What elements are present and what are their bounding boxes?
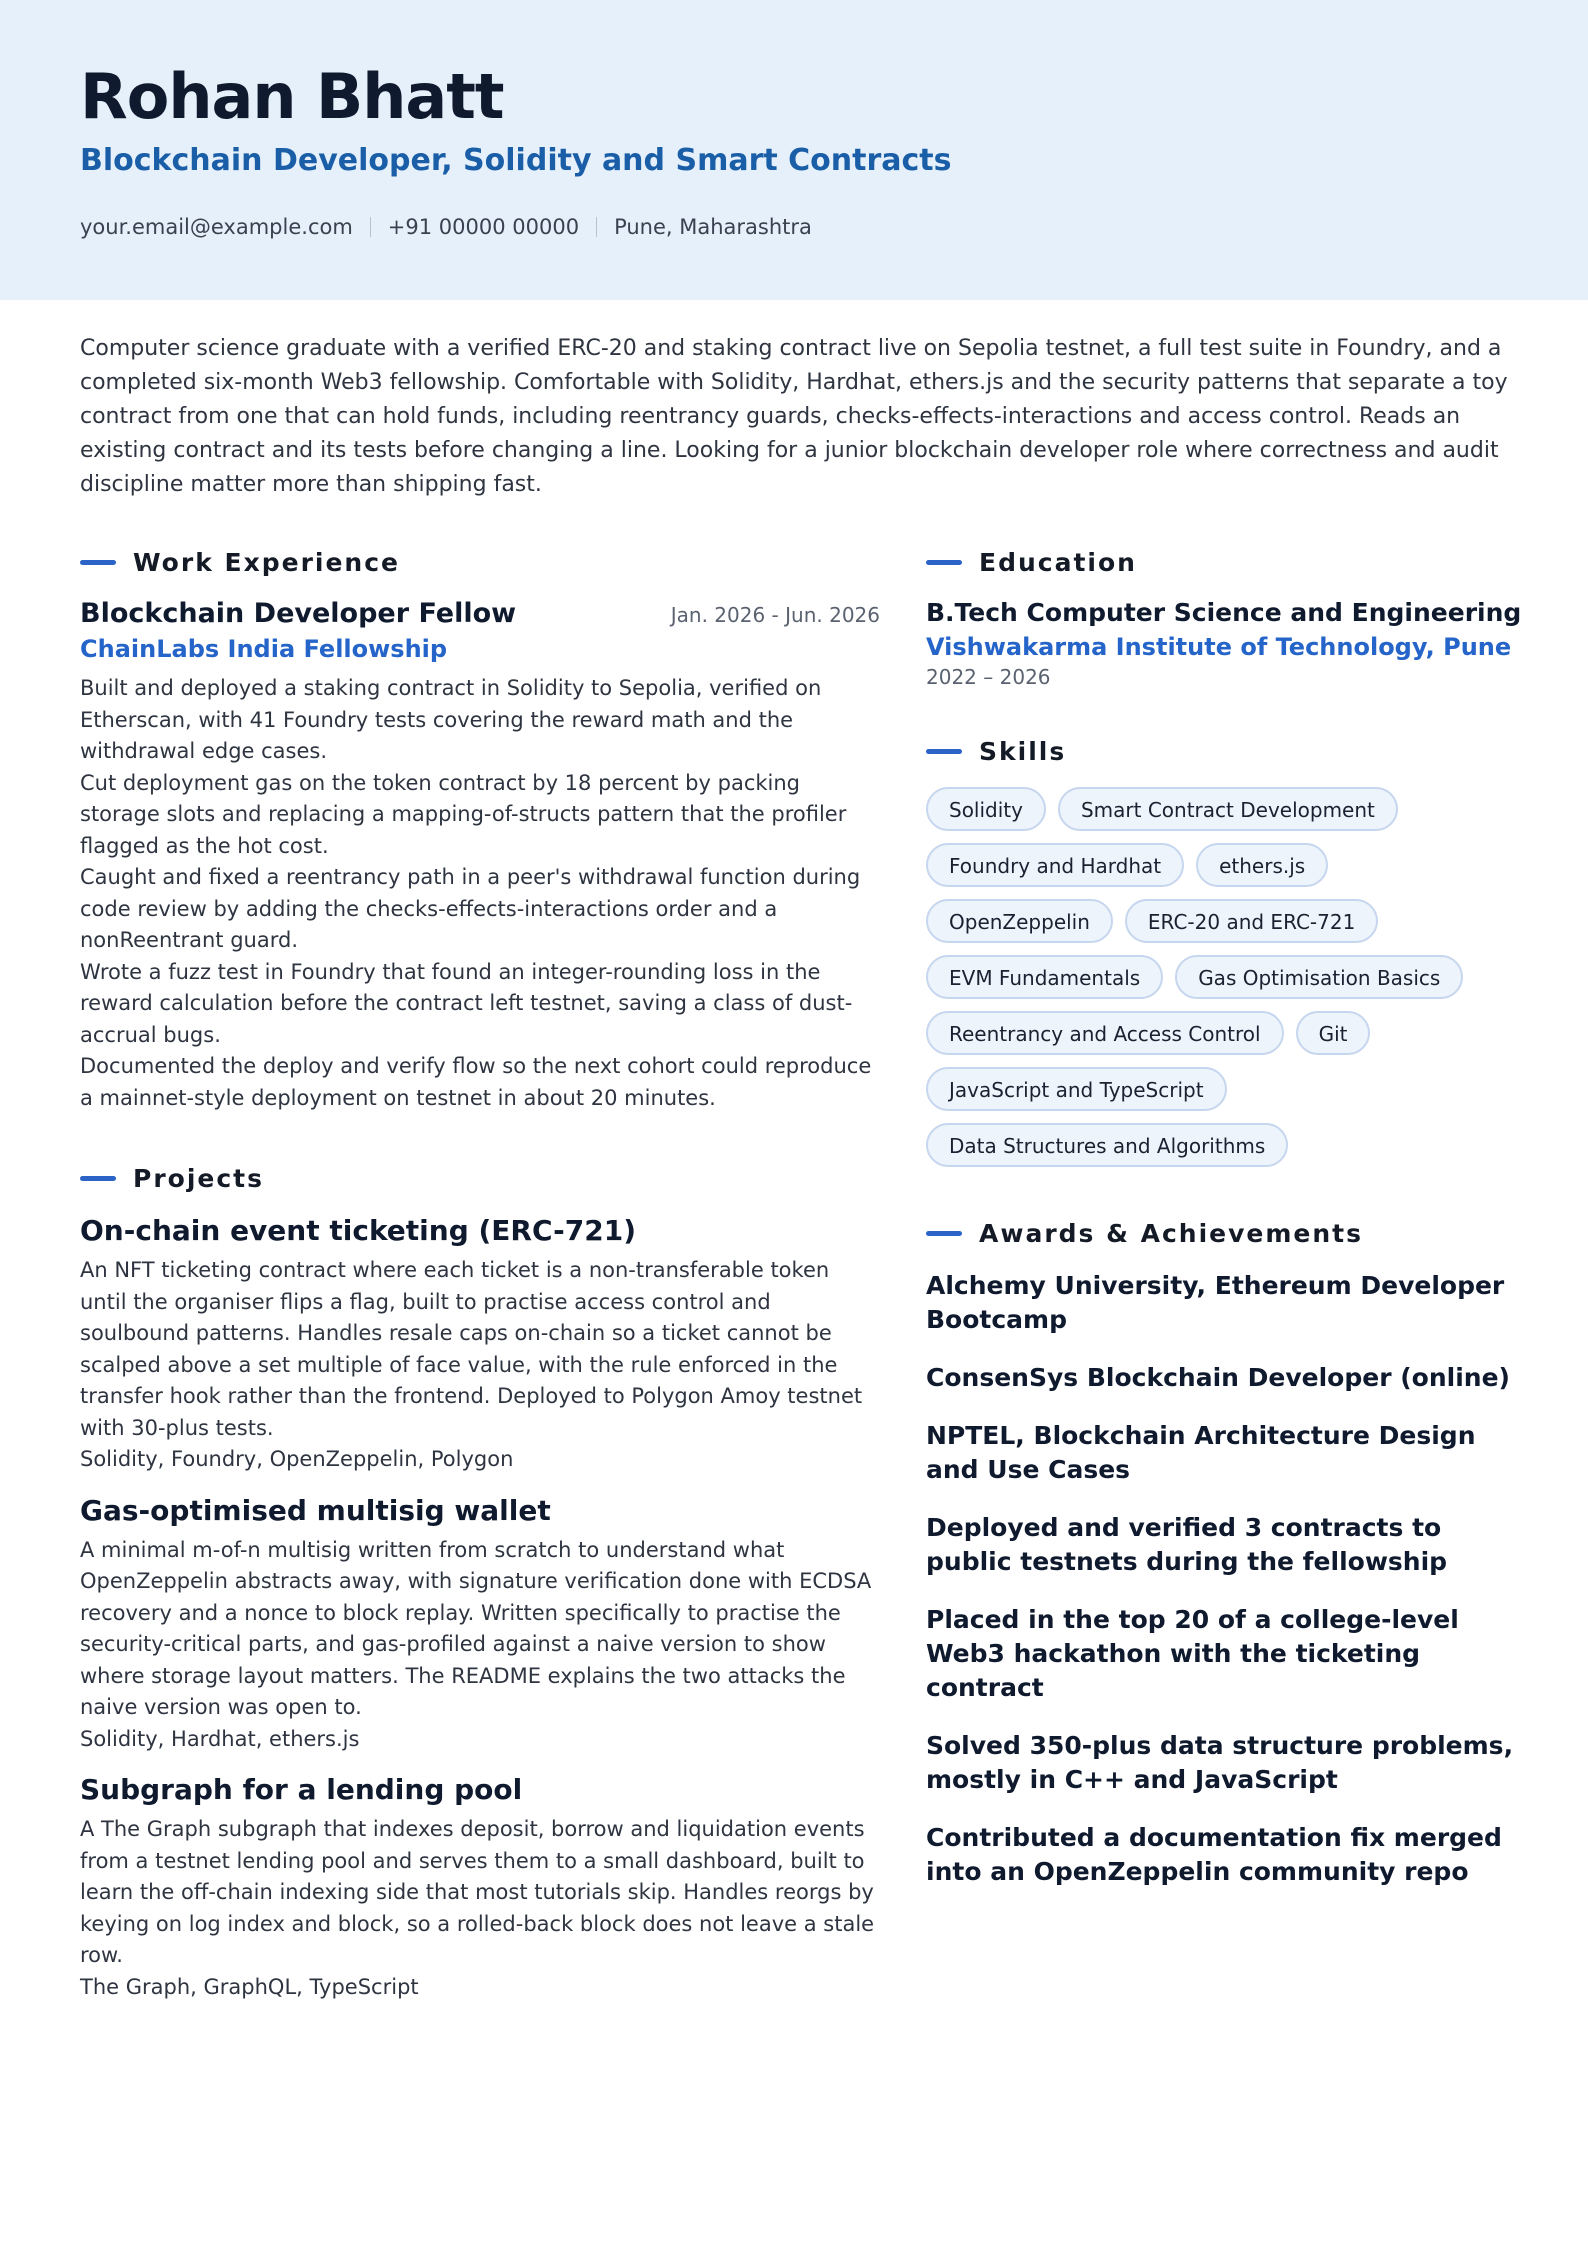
header-band	[0, 0, 1588, 300]
section-heading-label: Awards & Achievements	[979, 1218, 1364, 1248]
award-item: Placed in the top 20 of a college-level Web3 hackathon with the ticketing contract	[926, 1605, 1459, 1702]
contact-divider	[370, 217, 371, 237]
project-description: A The Graph subgraph that indexes deposit, borrow and liquidation events from a testnet lending pool and serves them to a small dashboard, built to learn the off-chain indexing side that most tutorials skip. Handles reorgs by keying on log index and block, so a rolled-back block does not leave a stale row.	[80, 1817, 875, 1967]
project-title: Subgraph for a lending pool	[80, 1773, 523, 1806]
job-bullet: Wrote a fuzz test in Foundry that found an integer-rounding loss in the reward calculation before the contract left testnet, saving a class of dust-accrual bugs.	[80, 959, 853, 1047]
project-tech: Solidity, Hardhat, ethers.js	[80, 1726, 360, 1751]
skill-chip: OpenZeppelin	[926, 899, 1113, 943]
project-title: On-chain event ticketing (ERC-721)	[80, 1214, 637, 1247]
project-description: An NFT ticketing contract where each ticket is a non-transferable token until the organiser flips a flag, built to practise access control and soulbound patterns. Handles resale caps on-chain so a ticket cannot be scalped above a set multiple of face value, with the rule enforced in the transfer hook rather than the frontend. Deployed to Polygon Amoy testnet with 30-plus tests.	[80, 1258, 863, 1440]
project-entry	[80, 1214, 880, 1476]
job-bullet: Cut deployment gas on the token contract by 18 percent by packing storage slots and replacing a mapping-of-structs pattern that the profiler flagged as the hot cost.	[80, 770, 847, 858]
heading-accent-bar	[926, 1231, 962, 1236]
skill-chip: Gas Optimisation Basics	[1175, 955, 1463, 999]
job-header	[80, 598, 880, 629]
education-years: 2022 – 2026	[926, 665, 1051, 689]
education-degree: B.Tech Computer Science and Engineering	[926, 598, 1522, 627]
skill-chip: ERC-20 and ERC-721	[1125, 899, 1378, 943]
project-title: Gas-optimised multisig wallet	[80, 1493, 551, 1527]
project-tech: The Graph, GraphQL, TypeScript	[80, 1974, 419, 1999]
section-heading-label: Projects	[133, 1163, 265, 1193]
section-heading-label: Skills	[979, 736, 1067, 766]
award-item: Solved 350-plus data structure problems, mostly in C++ and JavaScript	[926, 1731, 1514, 1794]
skill-chip: JavaScript and TypeScript	[926, 1067, 1227, 1111]
job-title: Blockchain Developer Fellow	[80, 598, 517, 629]
candidate-name: Rohan Bhatt	[80, 60, 504, 133]
skill-chip: Git	[1296, 1011, 1371, 1055]
award-item: Contributed a documentation fix merged into an OpenZeppelin community repo	[926, 1823, 1502, 1886]
contact-email[interactable]: your.email@example.com	[80, 215, 353, 239]
skill-chip: Reentrancy and Access Control	[926, 1011, 1284, 1055]
section-heading-label: Work Experience	[133, 547, 400, 577]
contact-phone[interactable]: +91 00000 00000	[387, 215, 580, 239]
job-bullet: Documented the deploy and verify flow so the next cohort could reproduce a mainnet-style deployment on testnet in about 20 minutes.	[80, 1054, 872, 1110]
skill-chip: ethers.js	[1196, 843, 1328, 887]
skill-chip: Data Structures and Algorithms	[926, 1123, 1288, 1167]
education-school: Vishwakarma Institute of Technology, Pune	[926, 633, 1512, 661]
section-heading-awards	[926, 1211, 1516, 1255]
awards-list	[926, 1269, 1516, 1889]
project-entry	[80, 1494, 880, 1756]
project-description: A minimal m-of-n multisig written from scratch to understand what OpenZeppelin abstracts away, with signature verification done with ECDSA recovery and a nonce to block replay. Written specifically to practise the security-critical parts, and gas-profiled against a naive version to show where storage layout matters. The README explains the two attacks the naive version was open to.	[80, 1537, 872, 1719]
award-item: NPTEL, Blockchain Architecture Design and Use Cases	[926, 1421, 1476, 1484]
skills-list	[926, 787, 1516, 1167]
job-bullet: Caught and fixed a reentrancy path in a peer's withdrawal function during code review by adding the checks-effects-interactions order and a nonReentrant guard.	[80, 865, 861, 952]
education-entry	[926, 598, 1522, 689]
contact-divider	[596, 217, 597, 237]
section-heading-projects	[80, 1156, 880, 1200]
skill-chip: Foundry and Hardhat	[926, 843, 1184, 887]
section-heading-work	[80, 540, 880, 584]
heading-accent-bar	[926, 749, 962, 754]
project-tech: Solidity, Foundry, OpenZeppelin, Polygon	[80, 1447, 514, 1471]
section-heading-education	[926, 540, 1516, 584]
left-column	[80, 540, 880, 2021]
job-bullet: Built and deployed a staking contract in Solidity to Sepolia, verified on Etherscan, with 41 Foundry tests covering the reward math and the withdrawal edge cases.	[80, 676, 822, 763]
job-organization: ChainLabs India Fellowship	[80, 635, 448, 663]
job-entry	[80, 598, 880, 1114]
summary-paragraph: Computer science graduate with a verified ERC-20 and staking contract live on Sepolia testnet, a full test suite in Foundry, and a completed six-month Web3 fellowship. Comfortable with Solidity, Hardhat, ethers.js and the security patterns that separate a toy contract from one that can hold funds, including reentrancy guards, checks-effects-interactions and access control. Reads an existing contract and its tests before changing a line. Looking for a junior blockchain developer role where correctness and audit discipline matter more than shipping fast.	[80, 336, 1508, 497]
project-entry	[80, 1773, 880, 2003]
candidate-title: Blockchain Developer, Solidity and Smart Contracts	[80, 143, 952, 178]
skill-chip: Smart Contract Development	[1058, 787, 1398, 831]
section-heading-label: Education	[979, 547, 1137, 577]
skill-chip: Solidity	[926, 787, 1046, 831]
skill-chip: EVM Fundamentals	[926, 955, 1163, 999]
heading-accent-bar	[926, 560, 962, 565]
contact-line	[80, 215, 812, 239]
heading-accent-bar	[80, 560, 116, 565]
award-item: Deployed and verified 3 contracts to public testnets during the fellowship	[926, 1513, 1448, 1576]
award-item: Alchemy University, Ethereum Developer Bootcamp	[926, 1271, 1505, 1334]
section-heading-skills	[926, 729, 1516, 773]
right-column	[926, 540, 1522, 1913]
heading-accent-bar	[80, 1176, 116, 1181]
job-dates: Jan. 2026 - Jun. 2026	[670, 603, 880, 627]
contact-location: Pune, Maharashtra	[614, 215, 812, 239]
award-item: ConsenSys Blockchain Developer (online)	[926, 1363, 1510, 1392]
